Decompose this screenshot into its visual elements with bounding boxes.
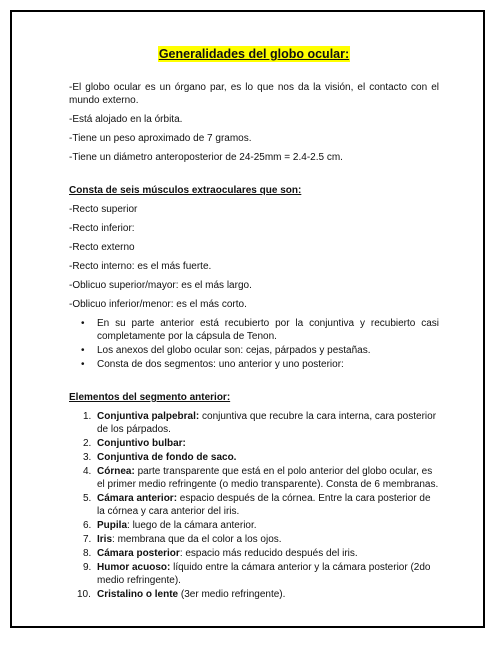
list-item — [69, 533, 439, 546]
list-item — [69, 492, 439, 518]
list-item — [69, 547, 439, 560]
bullet-item — [69, 344, 439, 357]
item-text: conjuntiva que recubre la cara interna, cara posterior de los párpados. — [97, 411, 437, 435]
item-text: : espacio más reducido después del iris. — [179, 548, 358, 559]
item-text: (3er medio refringente). — [178, 589, 286, 600]
item-number: 8. — [83, 548, 92, 559]
list-item — [69, 410, 439, 436]
title-wrap — [69, 46, 439, 62]
item-number: 1. — [83, 411, 92, 422]
item-number: 6. — [83, 520, 92, 531]
intro-paragraph: -El globo ocular es un órgano par, es lo que nos da la visión, el contacto con el mundo externo. — [69, 82, 439, 106]
bullet-item — [69, 317, 439, 343]
document-page — [10, 10, 485, 628]
item-term: Córnea: — [97, 466, 135, 477]
list-item — [69, 588, 439, 601]
bullet-item — [69, 358, 439, 371]
document-content — [69, 46, 439, 602]
item-number: 2. — [83, 438, 92, 449]
muscle-item: -Recto superior — [69, 204, 138, 215]
muscle-item: -Recto inferior: — [69, 223, 135, 234]
item-number: 3. — [83, 452, 92, 463]
list-item — [69, 465, 439, 491]
intro-paragraph: -Tiene un diámetro anteroposterior de 24-25mm = 2.4-2.5 cm. — [69, 152, 343, 163]
bullet-text: En su parte anterior está recubierto por la conjuntiva y recubierto casi completamente por la cápsula de Tenon. — [97, 318, 439, 342]
item-term: Conjuntivo bulbar: — [97, 438, 186, 449]
intro-paragraph: -Tiene un peso aproximado de 7 gramos. — [69, 133, 252, 144]
muscles-heading: Consta de seis músculos extraoculares que son: — [69, 185, 302, 196]
item-number: 9. — [83, 562, 92, 573]
muscle-item: -Oblicuo superior/mayor: es el más largo. — [69, 280, 252, 291]
item-number: 5. — [83, 493, 92, 504]
list-item — [69, 451, 439, 464]
item-term: Conjuntiva palpebral: — [97, 411, 200, 422]
item-number: 10. — [77, 589, 91, 600]
item-term: Iris — [97, 534, 113, 545]
item-text: : luego de la cámara anterior. — [127, 520, 257, 531]
list-item — [69, 437, 439, 450]
item-term: Cámara anterior: — [97, 493, 178, 504]
anterior-heading: Elementos del segmento anterior: — [69, 392, 231, 403]
list-item — [69, 519, 439, 532]
muscle-item: -Oblicuo inferior/menor: es el más corto. — [69, 299, 247, 310]
bullet-icon: • — [81, 345, 85, 356]
bullet-text: Los anexos del globo ocular son: cejas, párpados y pestañas. — [97, 345, 371, 356]
bullet-icon: • — [81, 318, 85, 329]
muscle-item: -Recto externo — [69, 242, 135, 253]
item-term: Cámara posterior — [97, 548, 180, 559]
item-text: : membrana que da el color a los ojos. — [112, 534, 282, 545]
item-text: líquido entre la cámara anterior y la cámara posterior (2do medio refringente). — [97, 562, 431, 586]
anterior-section — [69, 391, 439, 601]
item-number: 7. — [83, 534, 92, 545]
muscle-item: -Recto interno: es el más fuerte. — [69, 261, 212, 272]
item-text: parte transparente que está en el polo anterior del globo ocular, es el primer medio refringente (o medio transparente). Consta de 6 membranas. — [97, 466, 439, 490]
bullet-list — [69, 317, 439, 371]
item-term: Pupila — [97, 520, 128, 531]
intro-paragraph: -Está alojado en la órbita. — [69, 114, 183, 125]
item-term: Conjuntiva de fondo de saco. — [97, 452, 237, 463]
item-term: Humor acuoso: — [97, 562, 171, 573]
muscles-section — [69, 184, 439, 311]
bullet-icon: • — [81, 359, 85, 370]
list-item — [69, 561, 439, 587]
item-term: Cristalino o lente — [97, 589, 179, 600]
intro-section — [69, 81, 439, 164]
item-text: espacio después de la córnea. Entre la cara posterior de la córnea y cara anterior del iris. — [97, 493, 431, 517]
anterior-list — [69, 410, 439, 601]
document-title: Generalidades del globo ocular: — [158, 47, 350, 61]
item-number: 4. — [83, 466, 92, 477]
bullet-text: Consta de dos segmentos: uno anterior y uno posterior: — [97, 359, 344, 370]
